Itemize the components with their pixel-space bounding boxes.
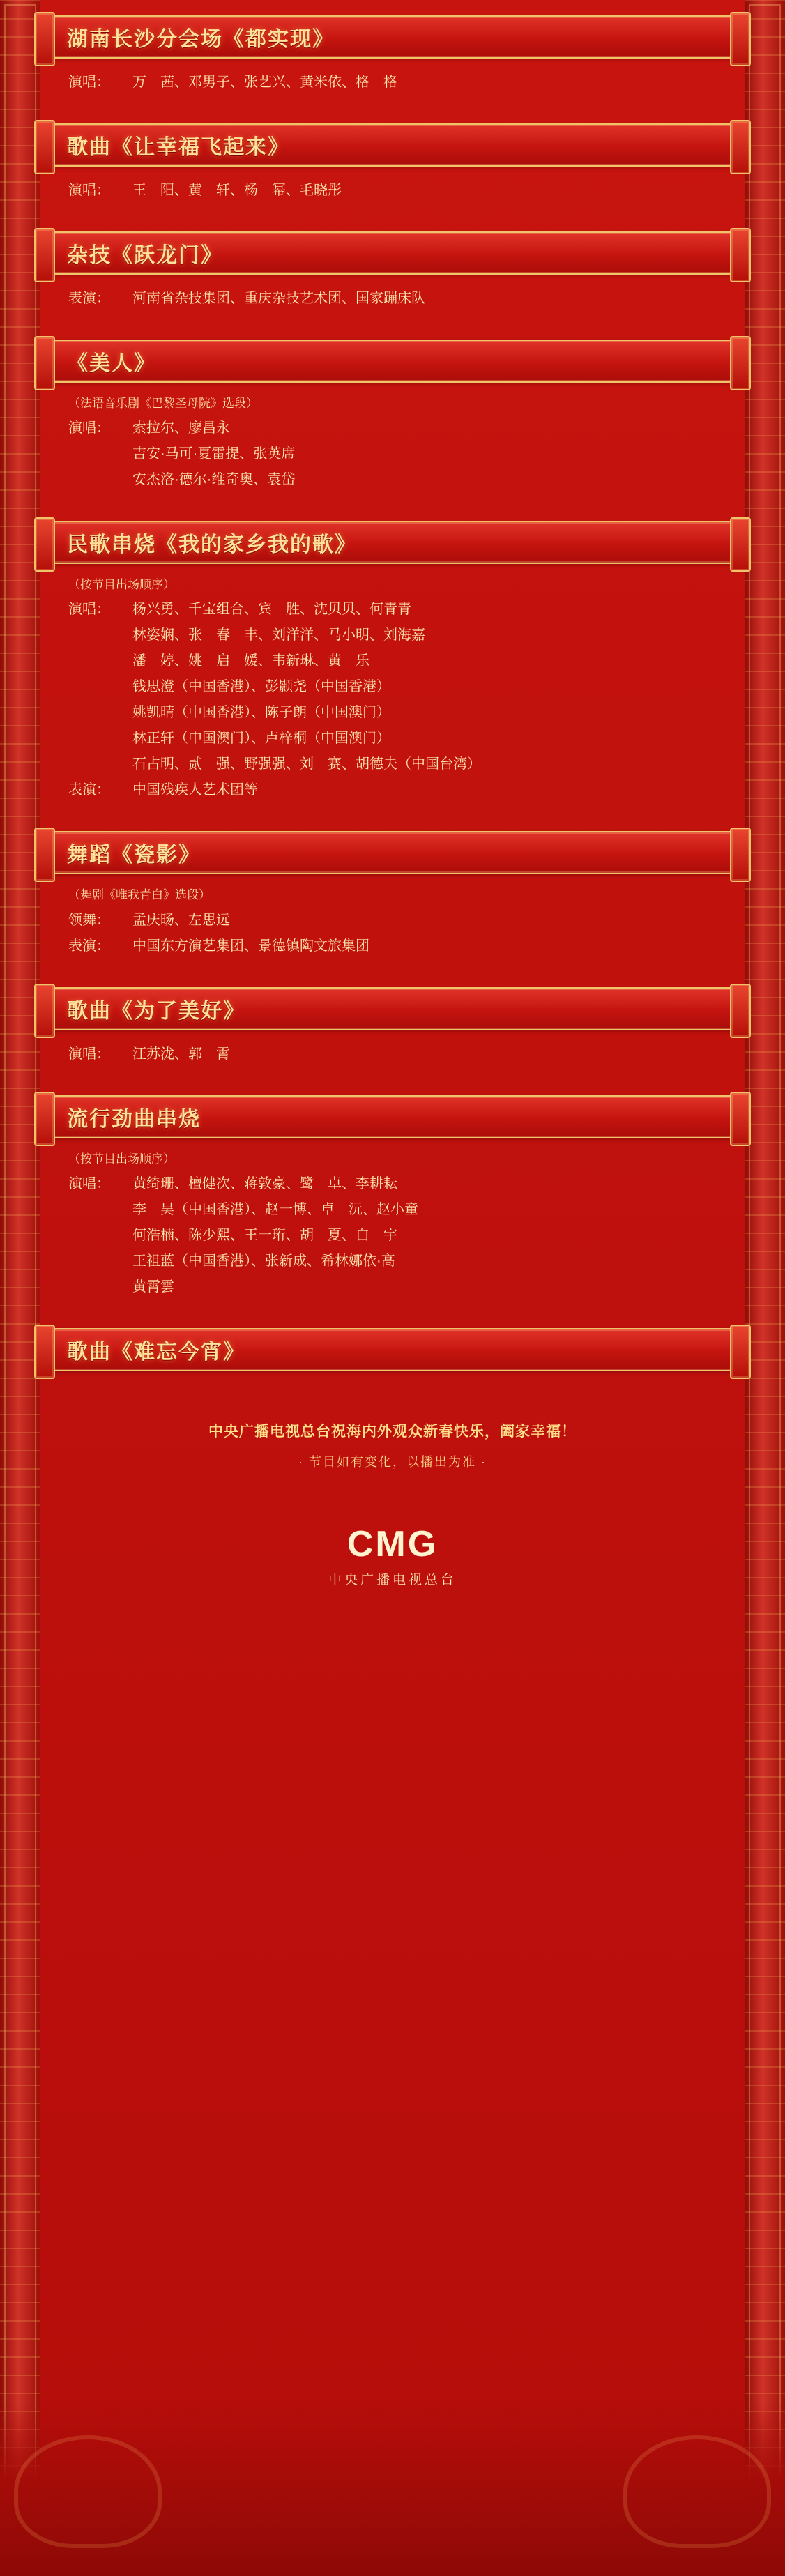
program-note: （按节目出场顺序） [68,1152,175,1166]
program-title: 歌曲《让幸福飞起来》 [67,136,290,159]
footer [40,1402,745,1477]
credit-value: 林正轩（中国澳门）、卢梓桐（中国澳门） [132,731,390,747]
credit-label: 演唱： [68,1046,110,1062]
credit-label: 演唱： [68,602,110,618]
credit-row [68,1198,717,1221]
credit-value: 姚凯晴（中国香港）、陈子朗（中国澳门） [132,705,390,721]
credit-label: 表演： [68,291,110,306]
credit-row [68,468,717,491]
footer-greeting: 中央广播电视总台祝海内外观众新春快乐，阖家幸福！ [208,1423,577,1440]
credit-row [68,1276,717,1299]
program-title-bar [40,1328,745,1371]
credit-value: 汪苏泷、郭 霄 [132,1046,230,1062]
credit-value: 黄霄雲 [132,1279,174,1295]
program-block [40,15,745,105]
credit-row [68,1250,717,1273]
program-note: （按节目出场顺序） [68,578,175,592]
credit-value: 孟庆旸、左思远 [132,912,230,928]
credit-row [68,179,717,202]
credit-value: 吉安·马可·夏雷提、张英席 [132,446,296,462]
credit-value: 李 昊（中国香港）、赵一博、卓 沅、赵小童 [132,1201,418,1217]
program-note: （舞剧《唯我青白》选段） [68,888,211,902]
credit-label: 演唱： [68,75,110,90]
program-block [40,340,745,503]
program-block [40,231,745,321]
credit-row [68,624,717,647]
program-body [40,874,745,961]
cmg-logo-subtitle: 中央广播电视总台 [328,1572,457,1587]
program-title-bar [40,1095,745,1138]
program-body [40,1138,745,1303]
credit-value: 林姿娴、张 春 丰、刘洋洋、马小明、刘海嘉 [132,627,425,643]
credit-row [68,753,717,776]
credit-value: 安杰洛·德尔·维奇奥、袁岱 [132,472,296,488]
program-title: 舞蹈《瓷影》 [67,844,201,867]
credit-value: 万 茜、邓男子、张艺兴、黄米依、格 格 [132,75,397,90]
credit-row [68,909,717,932]
cmg-logo-text: CMG [346,1523,439,1564]
credit-value: 潘 婷、姚 启 媛、韦新琳、黄 乐 [132,653,369,669]
credit-value: 何浩楠、陈少熙、王一珩、胡 夏、白 宇 [132,1227,397,1243]
program-title: 湖南长沙分会场《都实现》 [67,28,335,51]
program-block [40,831,745,968]
credit-label: 演唱： [68,183,110,198]
cloud-ornament-left [14,2435,162,2548]
credit-row [68,650,717,673]
credit-row [68,443,717,466]
program-body [40,1030,745,1070]
program-body [40,383,745,496]
credit-row [68,727,717,750]
credit-row [68,935,717,958]
credit-row [68,1043,717,1066]
credit-row [68,71,717,94]
credit-value: 石占明、贰 强、野强强、刘 赛、胡德夫（中国台湾） [132,756,481,772]
program-title: 流行劲曲串烧 [67,1107,201,1131]
program-title: 杂技《跃龙门》 [67,244,223,267]
credit-value: 杨兴勇、千宝组合、宾 胜、沈贝贝、何青青 [132,602,411,618]
credit-label: 演唱： [68,1175,110,1191]
credit-row [68,1173,717,1196]
program-title-bar [40,987,745,1030]
program-title-bar [40,340,745,383]
cloud-ornament-right [623,2435,771,2548]
program-block [40,521,745,813]
program-title: 歌曲《难忘今宵》 [67,1340,245,1364]
program-title-bar [40,231,745,275]
program-content [40,0,745,1616]
program-title-bar [40,123,745,167]
credit-value: 中国东方演艺集团、景德镇陶文旅集团 [132,938,369,954]
credit-value: 钱思澄（中国香港）、彭颢尧（中国香港） [132,679,390,695]
credit-row [68,701,717,724]
program-note: （法语音乐剧《巴黎圣母院》选段） [68,397,258,410]
credit-value: 中国残疾人艺术团等 [132,782,258,798]
credit-label: 表演： [68,782,110,798]
credit-value: 河南省杂技集团、重庆杂技艺术团、国家蹦床队 [132,291,425,306]
program-body [40,564,745,806]
program-body [40,59,745,98]
program-block [40,1095,745,1310]
program-title-bar [40,831,745,874]
credit-row [68,287,717,310]
credit-value: 王祖蓝（中国香港）、张新成、希林娜依·高 [132,1253,395,1269]
credit-label: 表演： [68,938,110,954]
credit-value: 王 阳、黄 轩、杨 幂、毛晓彤 [132,183,342,198]
program-block [40,1328,745,1378]
credit-label: 领舞： [68,912,110,928]
program-title: 《美人》 [67,352,156,375]
program-body [40,167,745,206]
program-block [40,123,745,213]
footer-disclaimer: · 节目如有变化，以播出为准 · [298,1454,487,1469]
credit-row [68,417,717,440]
program-title: 民歌串烧《我的家乡我的歌》 [67,533,357,557]
program-block [40,987,745,1077]
cmg-logo [40,1523,745,1616]
program-title: 歌曲《为了美好》 [67,999,245,1023]
credit-row [68,598,717,621]
credit-row [68,676,717,699]
program-body [40,275,745,314]
program-title-bar [40,15,745,59]
credit-value: 索拉尔、廖昌永 [132,420,230,436]
credit-value: 黄绮珊、檀健次、蒋敦豪、鹭 卓、李耕耘 [132,1175,397,1191]
credit-row [68,779,717,802]
credit-row [68,1224,717,1247]
program-title-bar [40,521,745,564]
credit-label: 演唱： [68,420,110,436]
